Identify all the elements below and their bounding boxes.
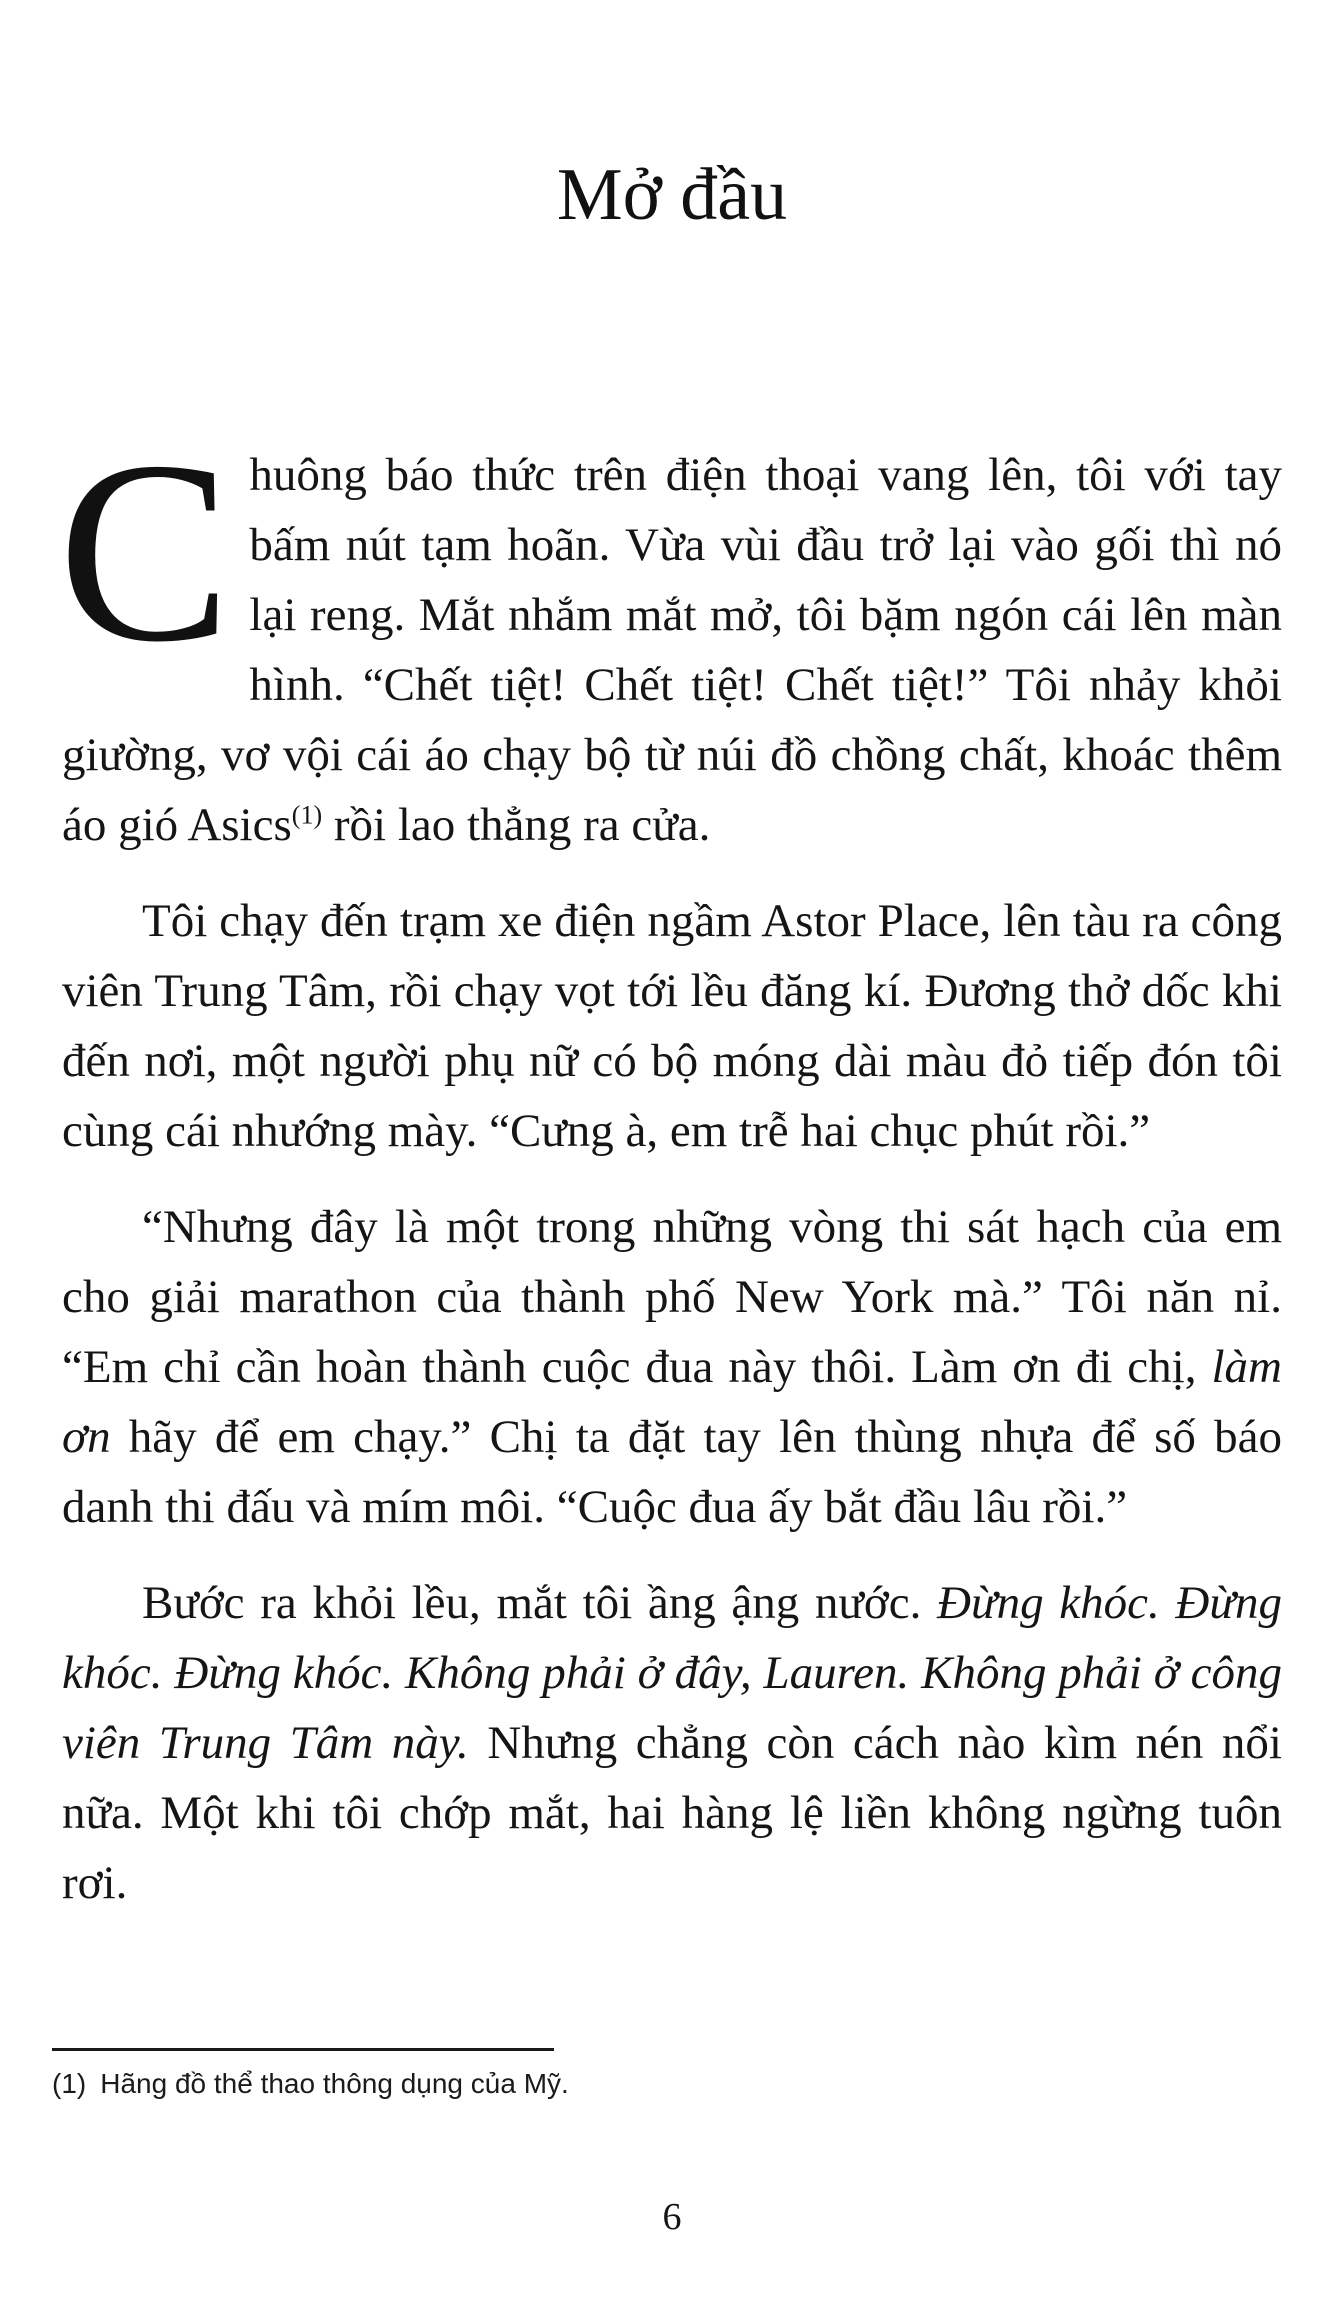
paragraph-3-emphasis: làm ơn — [62, 1341, 1282, 1463]
page-number: 6 — [662, 2196, 682, 2238]
footnote-text: Hãng đồ thể thao thông dụng của Mỹ. — [100, 2068, 569, 2099]
paragraph-1-text: huông báo thức trên điện thoại vang lên, tôi với tay bấm nút tạm hoãn. Vừa vùi đầu trở lại vào gối thì nó lại reng. Mắt nhắm mắt mở, tôi bặm ngón cái lên màn hình. “Chết tiệt! Chết tiệt! Chết tiệt!” Tôi nhảy khỏi giường, vơ vội cái áo chạy bộ từ núi đồ chồng chất, khoác thêm áo gió Asics — [62, 449, 1282, 851]
paragraph-1-text-end: rồi lao thẳng ra cửa. — [322, 799, 711, 851]
footnote — [52, 2064, 1252, 2104]
paragraph-4-text-end: Nhưng chẳng còn cách nào kìm nén nổi nữa. Một khi tôi chớp mắt, hai hàng lệ liền không ngừng tuôn rơi. — [62, 1717, 1282, 1909]
paragraph-3-text: “Nhưng đây là một trong những vòng thi sát hạch của em cho giải marathon của thành phố New York mà.” Tôi năn nỉ. “Em chỉ cần hoàn thành cuộc đua này thôi. Làm ơn đi chị, — [62, 1201, 1282, 1393]
paragraph-3 — [62, 1192, 1282, 1542]
paragraph-3-text-end: hãy để em chạy.” Chị ta đặt tay lên thùng nhựa để số báo danh thi đấu và mím môi. “Cuộc đua ấy bắt đầu lâu rồi.” — [62, 1411, 1282, 1533]
paragraph-4-emphasis: Đừng khóc. Đừng khóc. Đừng khóc. Không phải ở đây, Lauren. Không phải ở công viên Trung Tâm này. — [62, 1577, 1283, 1769]
paragraph-2: Tôi chạy đến trạm xe điện ngầm Astor Place, lên tàu ra công viên Trung Tâm, rồi chạy vọt tới lều đăng kí. Đương thở dốc khi đến nơi, một người phụ nữ có bộ móng dài màu đỏ tiếp đón tôi cùng cái nhướng mày. “Cưng à, em trễ hai chục phút rồi.” — [62, 895, 1282, 1157]
footnote-mark: (1) — [52, 2068, 87, 2099]
body-text — [58, 408, 1283, 1918]
footnote-divider — [52, 2048, 554, 2051]
paragraph-1 — [58, 408, 1282, 860]
footnote-reference: (1) — [291, 800, 323, 830]
paragraph-4-text: Bước ra khỏi lều, mắt tôi ầng ậng nước. — [142, 1577, 938, 1629]
drop-cap: C — [58, 408, 232, 696]
paragraph-4 — [62, 1568, 1282, 1918]
chapter-title: Mở đầu — [556, 154, 788, 236]
